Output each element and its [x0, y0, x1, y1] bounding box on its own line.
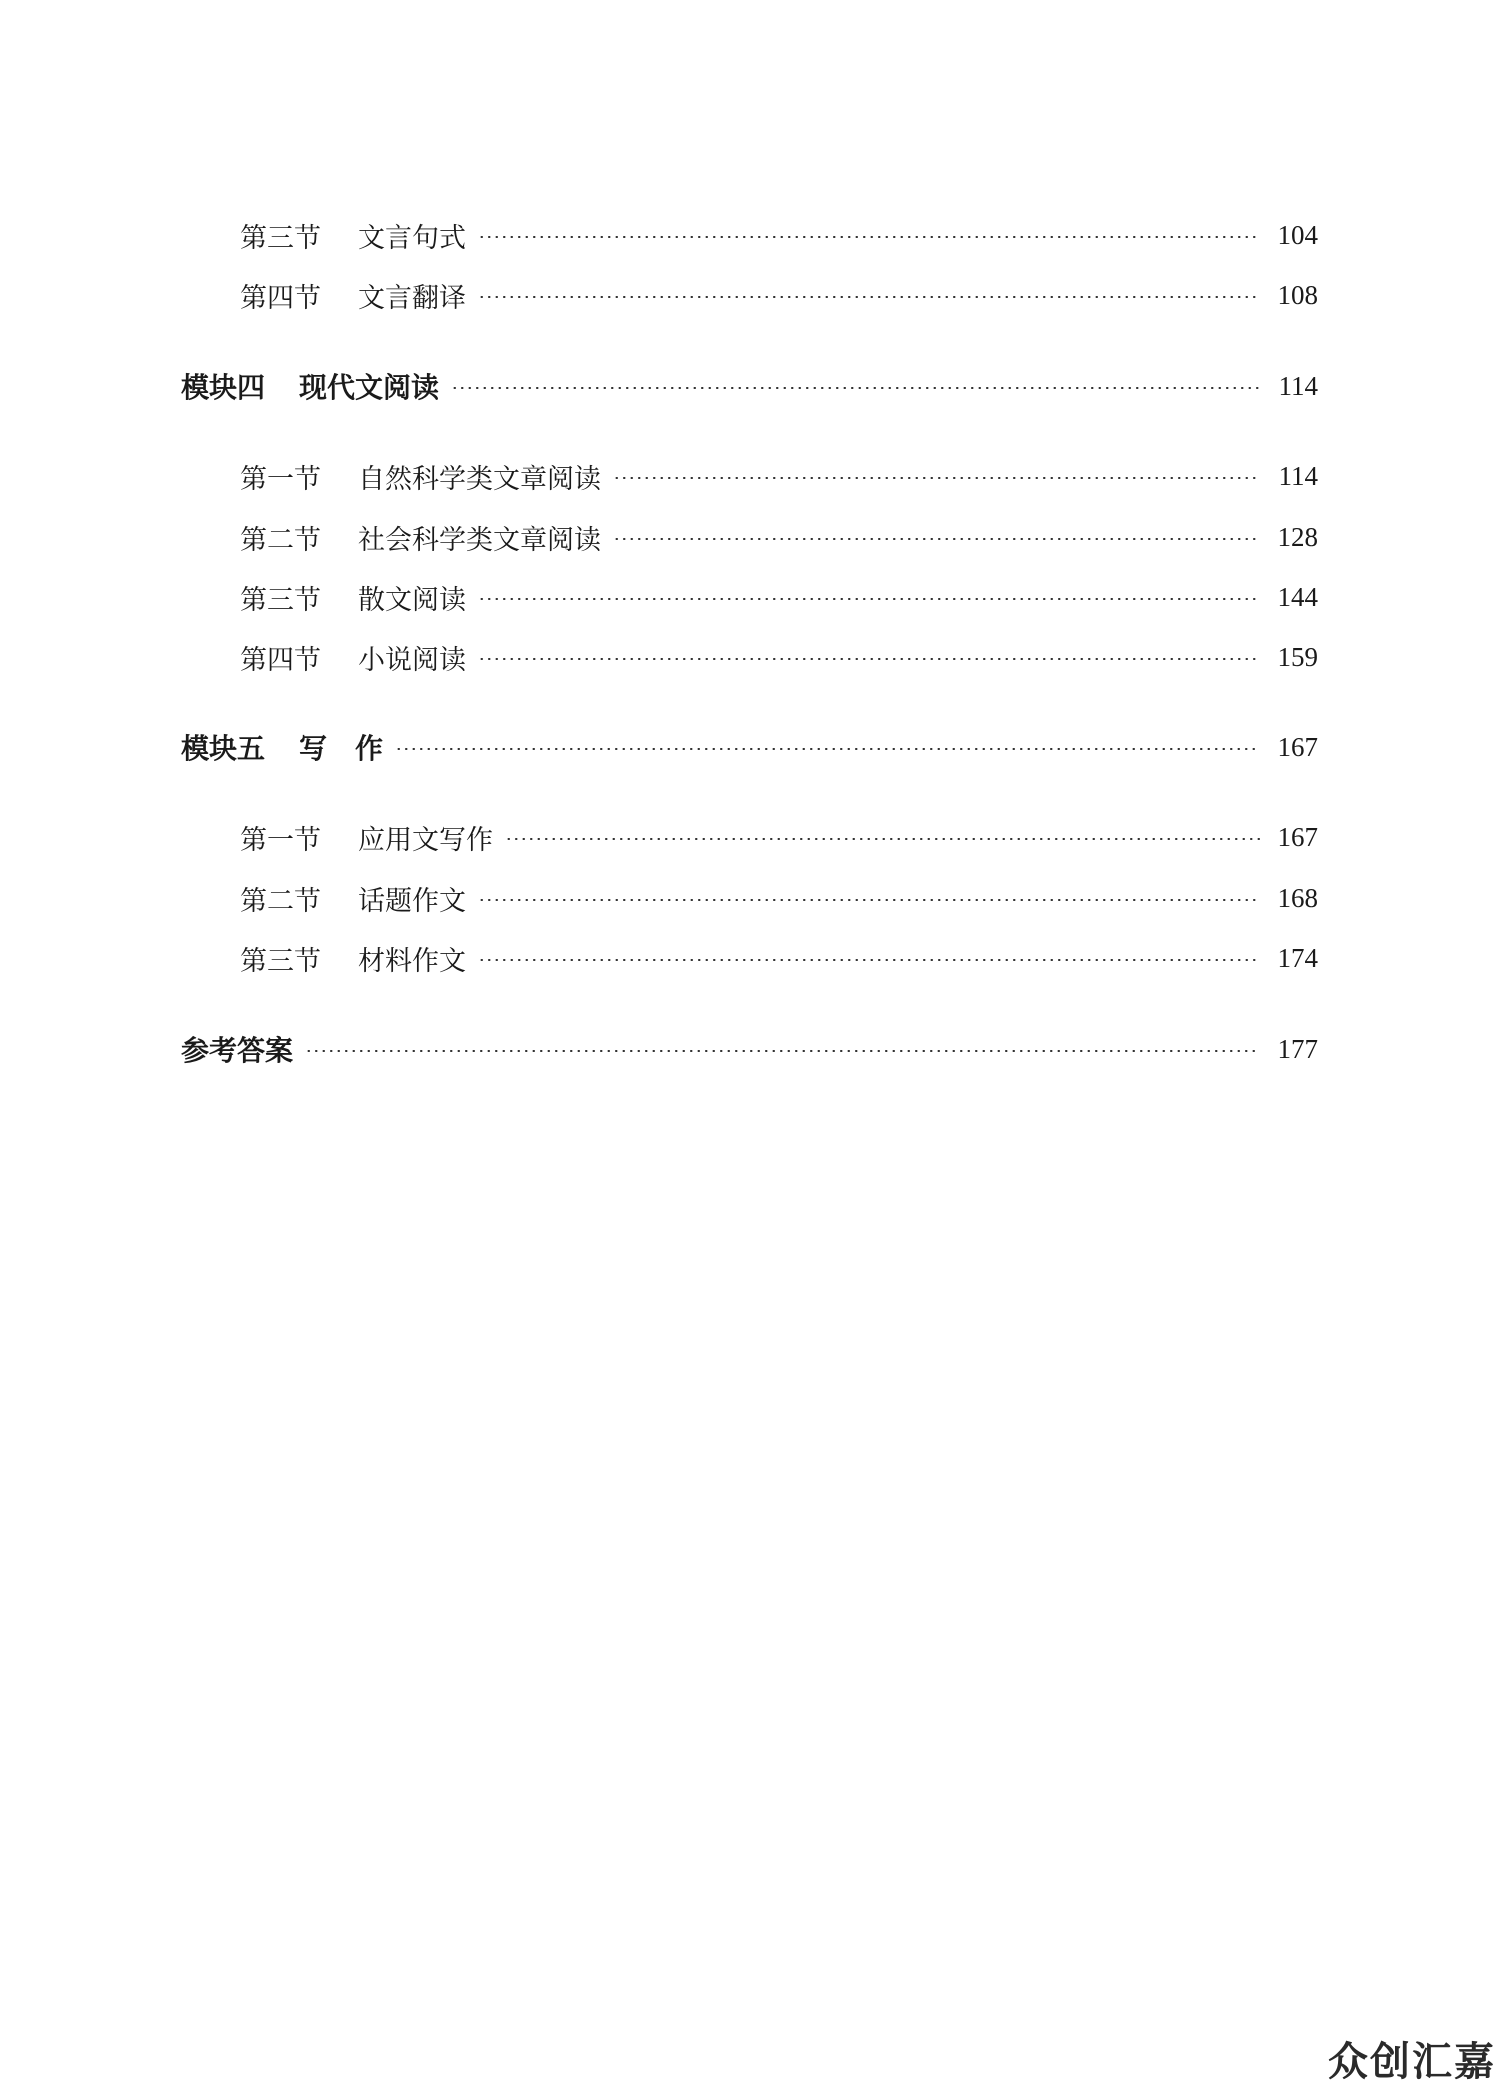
module-title: 写 作: [299, 732, 384, 765]
dot-leader: [478, 598, 1260, 600]
section-number: 第一节: [240, 824, 321, 856]
toc-module-entry[interactable]: [181, 366, 1318, 406]
dot-leader: [478, 959, 1260, 961]
module-number: 模块四: [181, 371, 266, 404]
dot-leader: [478, 899, 1260, 901]
page-number: 177: [1277, 1033, 1318, 1064]
page-number: 104: [1277, 219, 1318, 250]
page-number: 108: [1277, 279, 1318, 310]
toc-answers-entry[interactable]: [181, 1029, 1318, 1069]
toc-entry[interactable]: [240, 275, 1318, 315]
page-number: 168: [1277, 882, 1318, 913]
section-title: 文言句式: [358, 222, 466, 254]
section-number: 第四节: [240, 644, 321, 676]
toc-entry[interactable]: [240, 817, 1318, 857]
page-number: 144: [1277, 581, 1318, 612]
toc-entry[interactable]: [240, 938, 1318, 978]
section-number: 第四节: [240, 282, 321, 314]
toc-module-entry[interactable]: [181, 727, 1318, 767]
section-title: 话题作文: [358, 885, 466, 917]
toc-entry[interactable]: [240, 878, 1318, 918]
page-number: 114: [1278, 370, 1318, 401]
section-number: 第二节: [240, 524, 321, 556]
module-title: 现代文阅读: [299, 371, 440, 404]
section-number: 第二节: [240, 885, 321, 917]
section-title: 小说阅读: [358, 644, 466, 676]
dot-leader: [478, 658, 1260, 660]
toc-entry[interactable]: [240, 577, 1318, 617]
section-number: 第三节: [240, 945, 321, 977]
page-number: 128: [1277, 521, 1318, 552]
section-title: 应用文写作: [358, 824, 493, 856]
page-number: 159: [1277, 641, 1318, 672]
toc-entry[interactable]: [240, 637, 1318, 677]
section-number: 第三节: [240, 222, 321, 254]
dot-leader: [478, 236, 1260, 238]
page-number: 167: [1277, 731, 1318, 762]
section-title: 自然科学类文章阅读: [358, 463, 601, 495]
dot-leader: [478, 296, 1260, 298]
dot-leader: [505, 838, 1260, 840]
dot-leader: [613, 538, 1260, 540]
dot-leader: [395, 748, 1260, 750]
dot-leader: [451, 387, 1260, 389]
page-number: 167: [1277, 821, 1318, 852]
toc-entry[interactable]: [240, 456, 1318, 496]
dot-leader: [613, 477, 1260, 479]
dot-leader: [305, 1050, 1260, 1052]
page-number: 114: [1278, 460, 1318, 491]
toc-entry[interactable]: [240, 215, 1318, 255]
section-title: 散文阅读: [358, 584, 466, 616]
section-number: 第一节: [240, 463, 321, 495]
section-number: 第三节: [240, 584, 321, 616]
module-number: 模块五: [181, 732, 266, 765]
answers-title: 参考答案: [181, 1034, 294, 1067]
watermark-logo: 众创汇嘉: [1328, 2039, 1496, 2085]
toc-entry[interactable]: [240, 517, 1318, 557]
section-title: 文言翻译: [358, 282, 466, 314]
page-number: 174: [1277, 942, 1318, 973]
section-title: 材料作文: [358, 945, 466, 977]
section-title: 社会科学类文章阅读: [358, 524, 601, 556]
